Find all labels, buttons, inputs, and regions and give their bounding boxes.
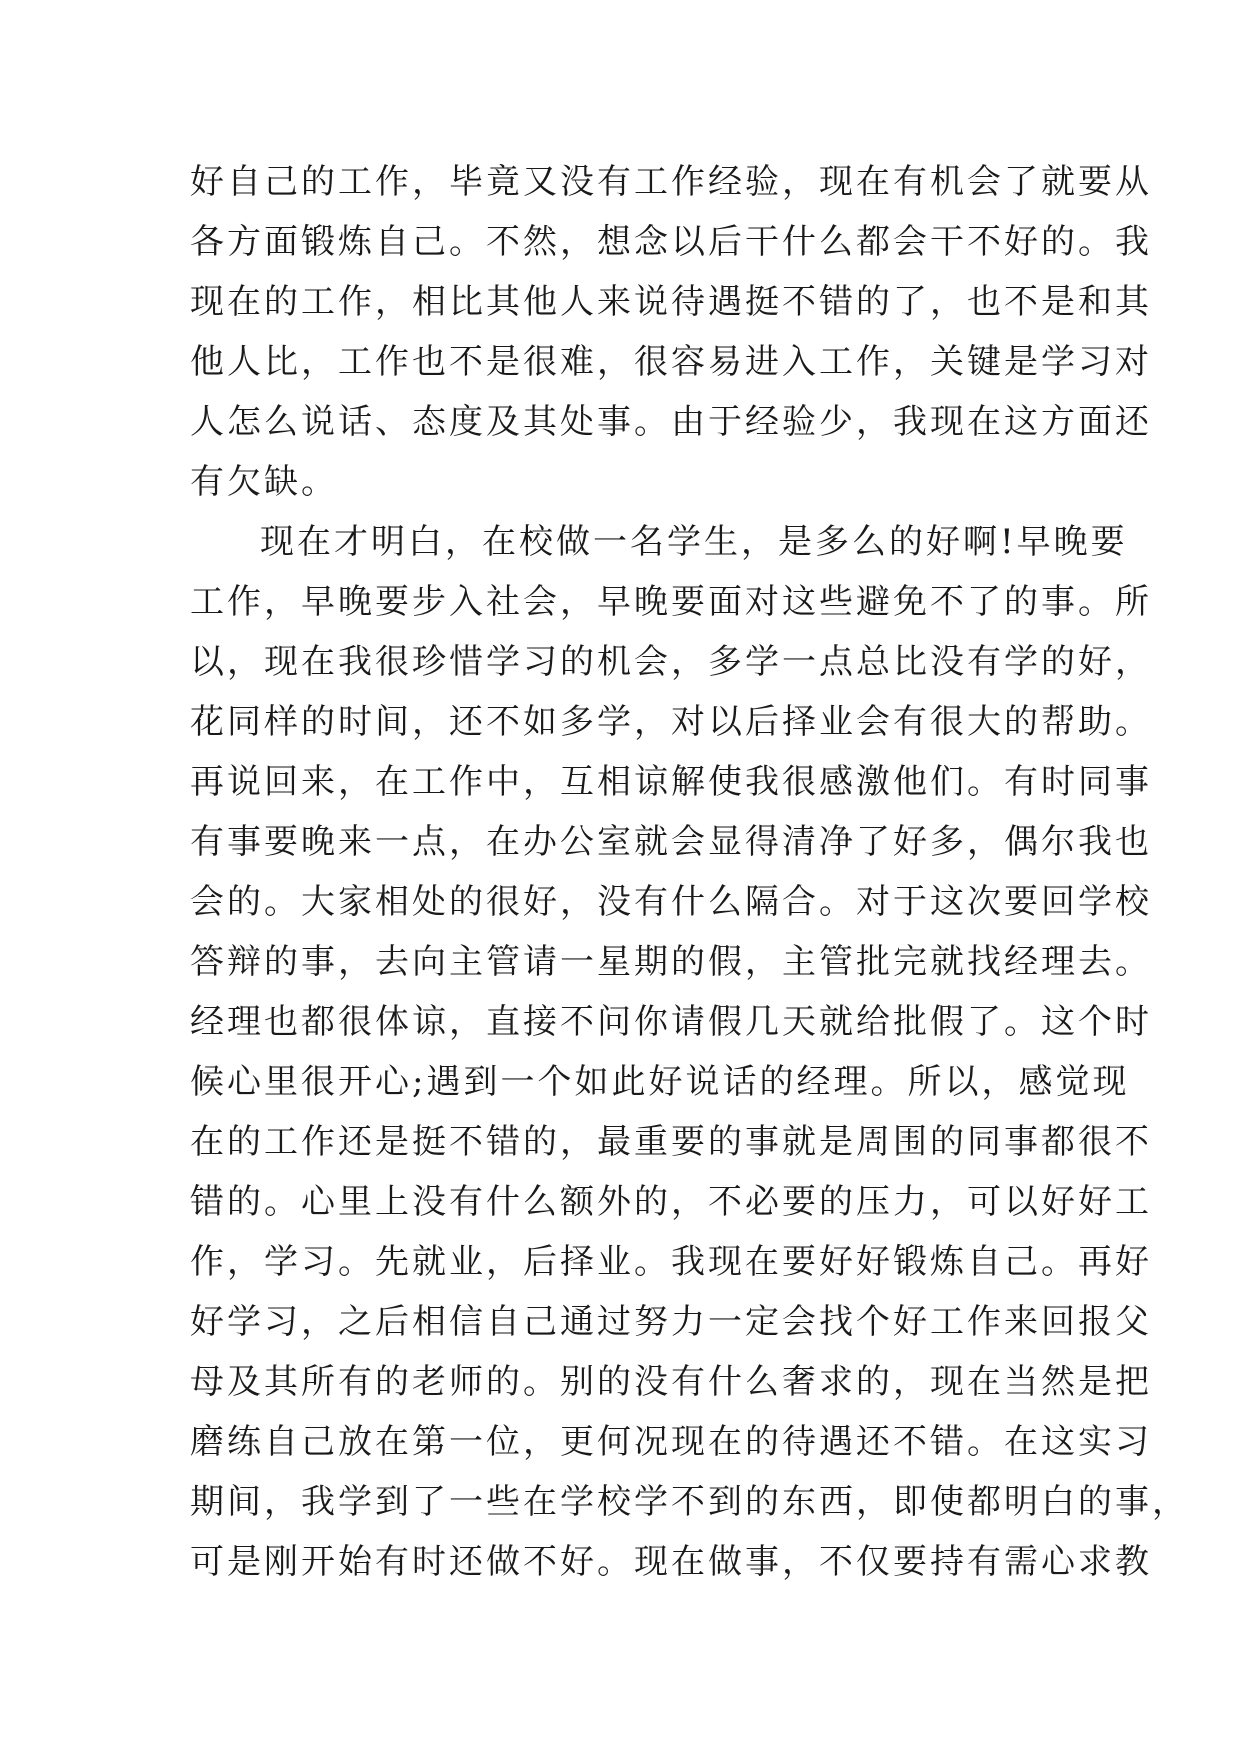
text-line: 答辩的事，去向主管请一星期的假，主管批完就找经理去。 xyxy=(190,942,1152,982)
text-line: 好学习，之后相信自己通过努力一定会找个好工作来回报父 xyxy=(190,1302,1152,1342)
paragraph-1 xyxy=(190,152,1152,512)
text-line: 会的。大家相处的很好，没有什么隔合。对于这次要回学校 xyxy=(190,882,1152,922)
text-line: 错的。心里上没有什么额外的，不必要的压力，可以好好工 xyxy=(190,1182,1152,1222)
text-line: 在的工作还是挺不错的，最重要的事就是周围的同事都很不 xyxy=(190,1122,1152,1162)
text-line: 工作，早晚要步入社会，早晚要面对这些避免不了的事。所 xyxy=(190,582,1152,622)
text-line: 磨练自己放在第一位，更何况现在的待遇还不错。在这实习 xyxy=(190,1422,1152,1462)
text-line: 候心里很开心;遇到一个如此好说话的经理。所以，感觉现 xyxy=(190,1062,1130,1102)
text-line: 现在的工作，相比其他人来说待遇挺不错的了，也不是和其 xyxy=(190,282,1152,322)
text-line: 有欠缺。 xyxy=(190,462,338,502)
text-line: 有事要晚来一点，在办公室就会显得清净了好多，偶尔我也 xyxy=(190,822,1152,862)
body-text xyxy=(190,152,1189,1592)
text-line: 他人比，工作也不是很难，很容易进入工作，关键是学习对 xyxy=(190,342,1152,382)
text-line: 各方面锻炼自己。不然，想念以后干什么都会干不好的。我 xyxy=(190,222,1152,262)
text-line: 经理也都很体谅，直接不问你请假几天就给批假了。这个时 xyxy=(190,1002,1152,1042)
text-line: 现在才明白，在校做一名学生，是多么的好啊!早晚要 xyxy=(260,522,1128,562)
text-line: 可是刚开始有时还做不好。现在做事，不仅要持有需心求教 xyxy=(190,1542,1152,1582)
text-line: 花同样的时间，还不如多学，对以后择业会有很大的帮助。 xyxy=(190,702,1152,742)
text-line: 人怎么说话、态度及其处事。由于经验少，我现在这方面还 xyxy=(190,402,1152,442)
text-line: 母及其所有的老师的。别的没有什么奢求的，现在当然是把 xyxy=(190,1362,1152,1402)
paragraph-2 xyxy=(190,512,1189,1592)
text-line: 作，学习。先就业，后择业。我现在要好好锻炼自己。再好 xyxy=(190,1242,1152,1282)
text-line: 好自己的工作，毕竟又没有工作经验，现在有机会了就要从 xyxy=(190,162,1152,202)
text-line: 期间，我学到了一些在学校学不到的东西，即使都明白的事， xyxy=(190,1482,1189,1522)
text-line: 再说回来，在工作中，互相谅解使我很感激他们。有时同事 xyxy=(190,762,1152,802)
text-line: 以，现在我很珍惜学习的机会，多学一点总比没有学的好， xyxy=(190,642,1152,682)
